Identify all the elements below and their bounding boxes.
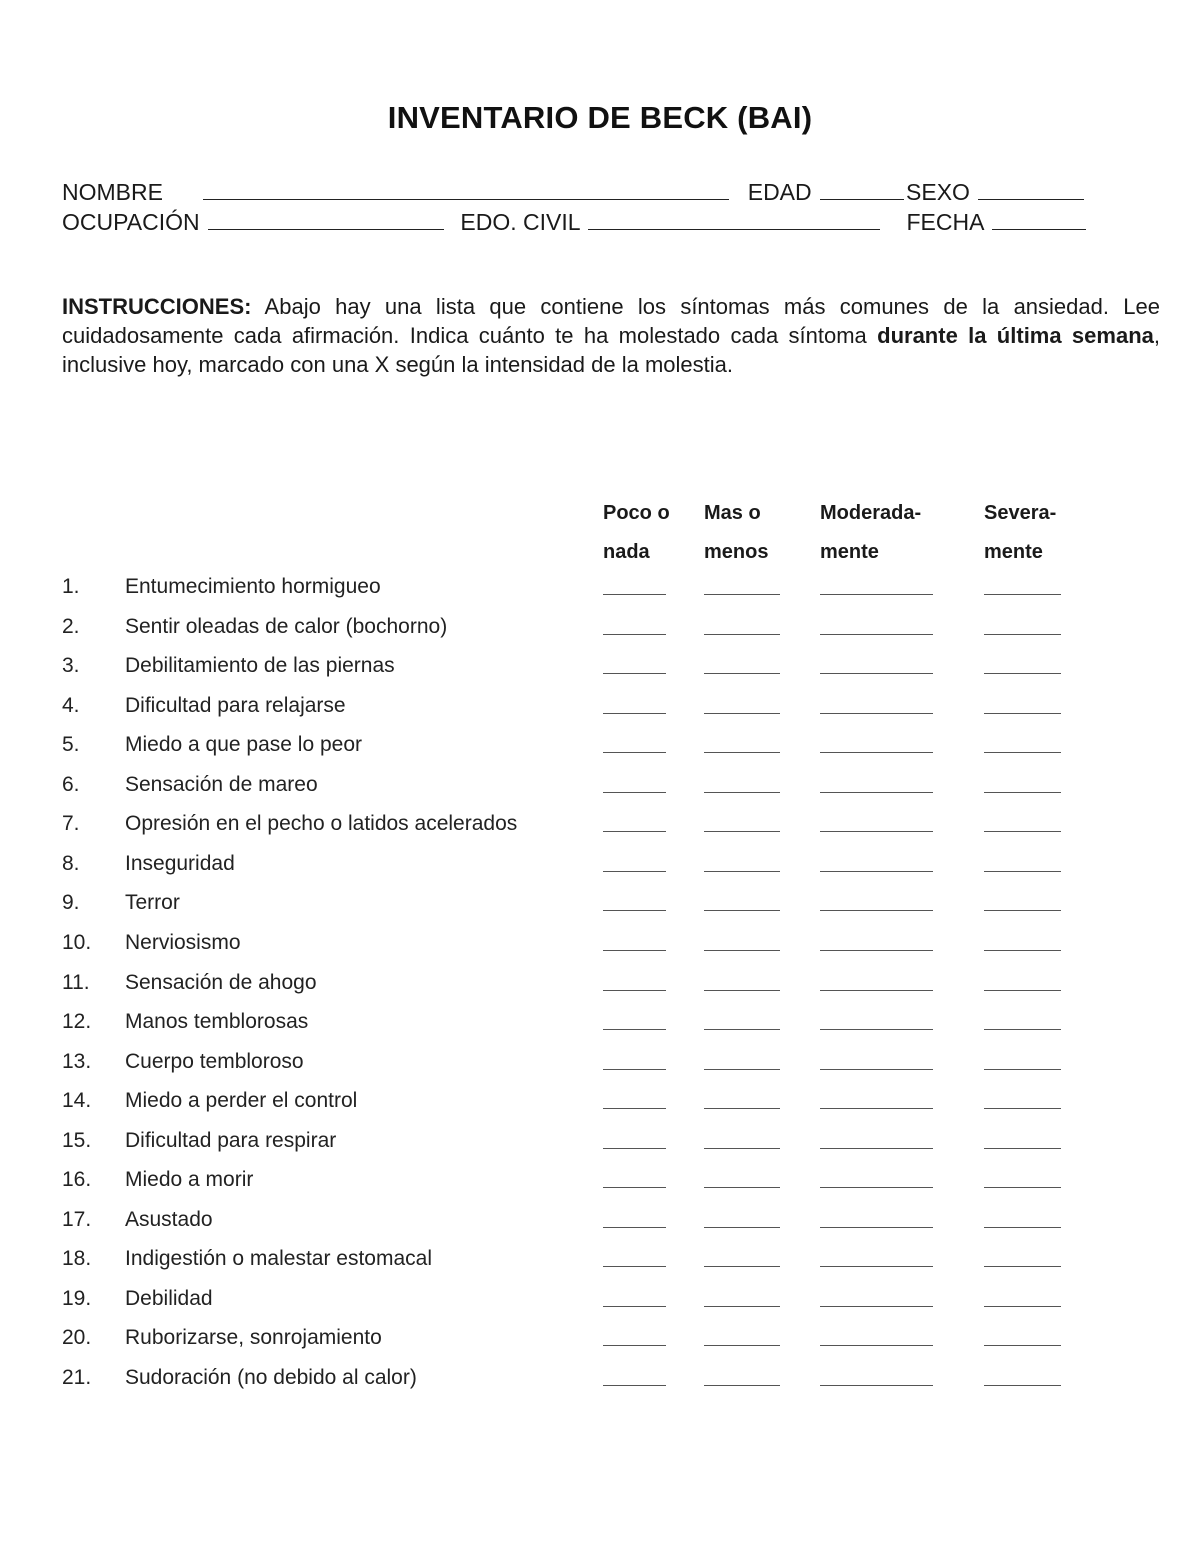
symptom-number: 5.	[62, 733, 80, 757]
answer-slot-moderadamente[interactable]	[820, 1187, 933, 1188]
answer-slot-severamente[interactable]	[984, 1148, 1061, 1149]
answer-slot-severamente[interactable]	[984, 1227, 1061, 1228]
answer-slot-moderadamente[interactable]	[820, 634, 933, 635]
symptom-row	[0, 1326, 1200, 1365]
answer-slot-severamente[interactable]	[984, 990, 1061, 991]
answer-slot-poco-o-nada[interactable]	[603, 1227, 666, 1228]
answer-slot-severamente[interactable]	[984, 1385, 1061, 1386]
symptom-label: Nerviosismo	[125, 930, 241, 954]
symptom-label: Sentir oleadas de calor (bochorno)	[125, 614, 448, 638]
answer-slot-poco-o-nada[interactable]	[603, 713, 666, 714]
symptom-label: Terror	[125, 891, 180, 915]
instructions-text-2: , inclusive hoy, marcado con una X según la intensidad de la molestia.	[62, 323, 1160, 377]
symptom-row	[0, 852, 1200, 891]
answer-slot-mas-o-menos[interactable]	[704, 1345, 780, 1346]
column-header-line: Severa-	[984, 502, 1057, 524]
symptom-number: 9.	[62, 891, 80, 915]
symptom-label: Miedo a morir	[125, 1168, 254, 1192]
answer-slot-poco-o-nada[interactable]	[603, 1345, 666, 1346]
ocupacion-label: OCUPACIÓN	[62, 209, 200, 235]
column-header-line: mente	[820, 541, 879, 563]
symptom-row	[0, 773, 1200, 812]
answer-slot-moderadamente[interactable]	[820, 910, 933, 911]
answer-slot-moderadamente[interactable]	[820, 950, 933, 951]
answer-slot-severamente[interactable]	[984, 1108, 1061, 1109]
symptom-number: 3.	[62, 654, 80, 678]
column-header-line: Mas o	[704, 502, 761, 524]
answer-slot-moderadamente[interactable]	[820, 1148, 933, 1149]
answer-slot-severamente[interactable]	[984, 871, 1061, 872]
answer-slot-mas-o-menos[interactable]	[704, 1266, 780, 1267]
nombre-field[interactable]	[203, 179, 729, 200]
symptom-row	[0, 891, 1200, 930]
symptom-label: Inseguridad	[125, 851, 235, 875]
symptom-number: 14.	[62, 1089, 92, 1113]
answer-slot-severamente[interactable]	[984, 1306, 1061, 1307]
answer-slot-mas-o-menos[interactable]	[704, 871, 780, 872]
answer-slot-poco-o-nada[interactable]	[603, 990, 666, 991]
nombre-label: NOMBRE	[62, 179, 163, 205]
symptom-label: Manos temblorosas	[125, 1010, 309, 1034]
answer-slot-moderadamente[interactable]	[820, 831, 933, 832]
answer-slot-severamente[interactable]	[984, 831, 1061, 832]
answer-slot-poco-o-nada[interactable]	[603, 871, 666, 872]
column-header-moderadamente	[820, 494, 921, 572]
answer-slot-mas-o-menos[interactable]	[704, 1306, 780, 1307]
fecha-label: FECHA	[906, 209, 984, 235]
symptom-label: Opresión en el pecho o latidos acelerados	[125, 812, 518, 836]
symptom-number: 6.	[62, 772, 80, 796]
edad-field[interactable]	[820, 179, 904, 200]
answer-slot-poco-o-nada[interactable]	[603, 752, 666, 753]
instructions-emphasis: durante la última semana	[877, 323, 1154, 348]
symptom-row	[0, 654, 1200, 693]
answer-slot-mas-o-menos[interactable]	[704, 950, 780, 951]
answer-slot-moderadamente[interactable]	[820, 1108, 933, 1109]
answer-slot-poco-o-nada[interactable]	[603, 634, 666, 635]
symptom-number: 12.	[62, 1010, 92, 1034]
column-header-mas-o-menos	[704, 494, 768, 572]
answer-slot-mas-o-menos[interactable]	[704, 713, 780, 714]
symptom-label: Debilidad	[125, 1286, 213, 1310]
symptom-row	[0, 1287, 1200, 1326]
answer-slot-poco-o-nada[interactable]	[603, 673, 666, 674]
answer-slot-severamente[interactable]	[984, 752, 1061, 753]
answer-slot-severamente[interactable]	[984, 1069, 1061, 1070]
edo-civil-label: EDO. CIVIL	[460, 209, 580, 235]
edad-label: EDAD	[747, 179, 812, 205]
symptom-row	[0, 1089, 1200, 1128]
answer-slot-moderadamente[interactable]	[820, 1227, 933, 1228]
symptom-number: 17.	[62, 1207, 92, 1231]
column-header-line: nada	[603, 541, 650, 563]
answer-slot-moderadamente[interactable]	[820, 594, 933, 595]
answer-slot-mas-o-menos[interactable]	[704, 1187, 780, 1188]
answer-slot-moderadamente[interactable]	[820, 1385, 933, 1386]
answer-slot-poco-o-nada[interactable]	[603, 950, 666, 951]
column-header-severamente	[984, 494, 1056, 572]
answer-slot-severamente[interactable]	[984, 634, 1061, 635]
symptom-row	[0, 971, 1200, 1010]
symptom-row	[0, 1168, 1200, 1207]
symptom-number: 21.	[62, 1366, 92, 1389]
symptom-label: Sensación de ahogo	[125, 970, 317, 994]
symptom-label: Asustado	[125, 1207, 213, 1231]
symptom-label: Sudoración (no debido al calor)	[125, 1366, 417, 1389]
symptom-row	[0, 1247, 1200, 1286]
answer-slot-poco-o-nada[interactable]	[603, 594, 666, 595]
answer-slot-poco-o-nada[interactable]	[603, 831, 666, 832]
answer-slot-mas-o-menos[interactable]	[704, 594, 780, 595]
answer-slot-severamente[interactable]	[984, 1187, 1061, 1188]
answer-slot-moderadamente[interactable]	[820, 990, 933, 991]
column-header-line: mente	[984, 541, 1043, 563]
answer-slot-moderadamente[interactable]	[820, 1069, 933, 1070]
header-fields-row-1	[62, 178, 1086, 206]
answer-slot-poco-o-nada[interactable]	[603, 1029, 666, 1030]
symptom-label: Debilitamiento de las piernas	[125, 654, 395, 678]
answer-slot-severamente[interactable]	[984, 1029, 1061, 1030]
fecha-field[interactable]	[992, 209, 1086, 230]
symptom-number: 13.	[62, 1049, 92, 1073]
answer-slot-moderadamente[interactable]	[820, 673, 933, 674]
answer-slot-poco-o-nada[interactable]	[603, 1108, 666, 1109]
answer-slot-poco-o-nada[interactable]	[603, 1148, 666, 1149]
answer-slot-mas-o-menos[interactable]	[704, 990, 780, 991]
symptom-label: Cuerpo tembloroso	[125, 1049, 304, 1073]
answer-slot-mas-o-menos[interactable]	[704, 1148, 780, 1149]
answer-slot-poco-o-nada[interactable]	[603, 910, 666, 911]
answer-slot-moderadamente[interactable]	[820, 1266, 933, 1267]
answer-slot-mas-o-menos[interactable]	[704, 831, 780, 832]
symptom-row	[0, 1050, 1200, 1089]
column-header-line: Poco o	[603, 502, 670, 524]
answer-slot-moderadamente[interactable]	[820, 713, 933, 714]
symptom-number: 8.	[62, 851, 80, 875]
answer-slot-mas-o-menos[interactable]	[704, 792, 780, 793]
answer-slot-severamente[interactable]	[984, 594, 1061, 595]
answer-slot-severamente[interactable]	[984, 713, 1061, 714]
answer-slot-moderadamente[interactable]	[820, 1306, 933, 1307]
symptom-row	[0, 1129, 1200, 1168]
symptom-label: Dificultad para respirar	[125, 1128, 337, 1152]
answer-slot-poco-o-nada[interactable]	[603, 1069, 666, 1070]
symptom-number: 1.	[62, 575, 80, 598]
symptom-label: Ruborizarse, sonrojamiento	[125, 1326, 382, 1350]
sexo-field[interactable]	[978, 179, 1084, 200]
symptom-number: 10.	[62, 930, 92, 954]
answer-slot-severamente[interactable]	[984, 910, 1061, 911]
symptom-label: Indigestión o malestar estomacal	[125, 1247, 432, 1271]
answer-slot-mas-o-menos[interactable]	[704, 634, 780, 635]
answer-slot-severamente[interactable]	[984, 673, 1061, 674]
column-header-line: Moderada-	[820, 502, 922, 524]
symptom-number: 16.	[62, 1168, 92, 1192]
symptom-row	[0, 1010, 1200, 1049]
symptom-number: 18.	[62, 1247, 92, 1271]
answer-slot-moderadamente[interactable]	[820, 871, 933, 872]
answer-slot-poco-o-nada[interactable]	[603, 1306, 666, 1307]
answer-slot-poco-o-nada[interactable]	[603, 1266, 666, 1267]
symptom-number: 2.	[62, 614, 80, 638]
answer-slot-moderadamente[interactable]	[820, 792, 933, 793]
symptom-label: Sensación de mareo	[125, 772, 318, 796]
answer-slot-mas-o-menos[interactable]	[704, 1069, 780, 1070]
answer-slot-severamente[interactable]	[984, 792, 1061, 793]
column-header-poco-o-nada	[603, 494, 670, 572]
answer-slot-severamente[interactable]	[984, 1345, 1061, 1346]
answer-slot-mas-o-menos[interactable]	[704, 1385, 780, 1386]
symptom-label: Dificultad para relajarse	[125, 693, 346, 717]
answer-slot-mas-o-menos[interactable]	[704, 1108, 780, 1109]
sexo-label: SEXO	[906, 179, 970, 205]
header-fields-row-2	[62, 208, 1088, 236]
edo-civil-field[interactable]	[588, 209, 880, 230]
answer-slot-mas-o-menos[interactable]	[704, 910, 780, 911]
answer-slot-severamente[interactable]	[984, 1266, 1061, 1267]
symptom-number: 15.	[62, 1128, 92, 1152]
symptom-row	[0, 575, 1200, 614]
symptom-row	[0, 733, 1200, 772]
answer-slot-moderadamente[interactable]	[820, 1029, 933, 1030]
answer-slot-mas-o-menos[interactable]	[704, 1029, 780, 1030]
symptom-number: 7.	[62, 812, 80, 836]
symptom-row	[0, 931, 1200, 970]
symptom-row	[0, 1208, 1200, 1247]
symptom-row	[0, 812, 1200, 851]
answer-slot-severamente[interactable]	[984, 950, 1061, 951]
answer-slot-poco-o-nada[interactable]	[603, 1385, 666, 1386]
instructions-text-1: Abajo hay una lista que contiene los síntomas más comunes de la ansiedad. Lee cuidadosamente cada afirmación. Indica cuánto te ha molestado cada síntoma	[62, 294, 1160, 348]
answer-slot-poco-o-nada[interactable]	[603, 1187, 666, 1188]
symptom-row	[0, 1366, 1200, 1405]
answer-slot-moderadamente[interactable]	[820, 1345, 933, 1346]
page-title: INVENTARIO DE BECK (BAI)	[387, 100, 813, 135]
symptom-number: 20.	[62, 1326, 92, 1350]
symptom-row	[0, 694, 1200, 733]
symptom-row	[0, 615, 1200, 654]
answer-slot-mas-o-menos[interactable]	[704, 673, 780, 674]
symptom-label: Miedo a perder el control	[125, 1089, 358, 1113]
symptom-number: 11.	[62, 970, 90, 994]
answer-slot-mas-o-menos[interactable]	[704, 752, 780, 753]
column-header-line: menos	[704, 541, 769, 563]
ocupacion-field[interactable]	[208, 209, 444, 230]
instructions-paragraph	[62, 292, 1160, 379]
symptom-label: Entumecimiento hormigueo	[125, 575, 381, 598]
symptom-number: 19.	[62, 1286, 92, 1310]
symptom-label: Miedo a que pase lo peor	[125, 733, 362, 757]
symptom-number: 4.	[62, 693, 80, 717]
answer-slot-moderadamente[interactable]	[820, 752, 933, 753]
answer-slot-poco-o-nada[interactable]	[603, 792, 666, 793]
answer-slot-mas-o-menos[interactable]	[704, 1227, 780, 1228]
instructions-label: INSTRUCCIONES:	[62, 294, 252, 319]
